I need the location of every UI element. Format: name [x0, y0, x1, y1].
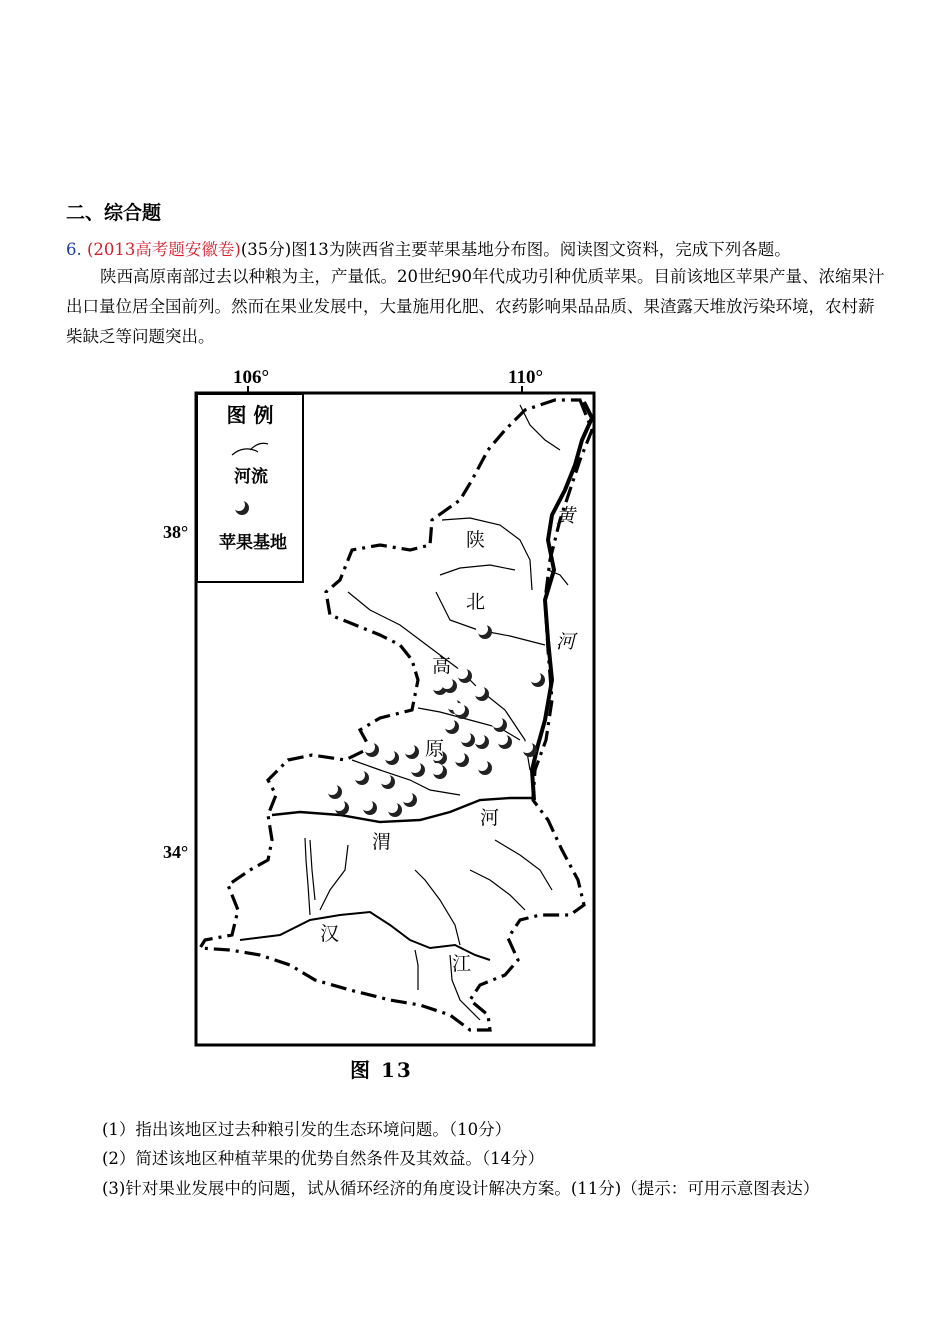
apple-base-marker: [361, 799, 377, 815]
apple-base-marker: [459, 731, 475, 747]
apple-base-marker: [529, 671, 545, 687]
apple-base-marker: [491, 716, 507, 732]
question-number: 6.: [66, 240, 82, 259]
apple-base-marker: [476, 623, 492, 639]
section-title: 二、综合题: [66, 202, 162, 224]
apple-base-marker: [409, 761, 425, 777]
apple-base-marker: [476, 759, 492, 775]
subquestion-3: (3)针对果业发展中的问题，试从循环经济的角度设计解决方案。(11分)（提示：可用示意图表达）: [102, 1179, 820, 1198]
label-shaan: 陕: [466, 529, 486, 551]
apple-base-marker: [456, 667, 472, 683]
label-huang: 黄: [556, 505, 576, 527]
lat-label-38: 38°: [163, 522, 189, 542]
apple-base-marker: [386, 801, 402, 817]
apple-base-marker: [496, 733, 512, 749]
label-han: 汉: [320, 923, 340, 945]
legend-apple-label: 苹果基地: [219, 533, 287, 553]
apple-base-map: [150, 360, 620, 1060]
apple-base-marker: [363, 741, 379, 757]
label-gao: 高: [432, 655, 452, 677]
label-he2: 河: [556, 631, 576, 653]
label-wei: 渭: [372, 831, 392, 853]
apple-base-marker: [473, 685, 489, 701]
figure-caption: 图 13: [350, 1058, 413, 1082]
lat-label-34: 34°: [163, 842, 189, 862]
question-score: (35分): [240, 240, 292, 259]
apple-base-marker: [443, 718, 459, 734]
apple-base-marker: [353, 769, 369, 785]
subquestion-1: (1）指出该地区过去种粮引发的生态环境问题。（10分）: [102, 1120, 512, 1139]
yellow-river: [532, 402, 592, 800]
question-paragraph: 陕西高原南部过去以种粮为主，产量低。20世纪90年代成功引种优质苹果。目前该地区苹果产量、浓缩果汁出口量位居全国前列。然而在果业发展中，大量施用化肥、农药影响果品品质、果渣露天堆放污染环境，农村薪柴缺乏等问题突出。: [66, 267, 885, 346]
subquestion-2: (2）简述该地区种植苹果的优势自然条件及其效益。（14分）: [102, 1149, 545, 1168]
apple-base-marker: [383, 749, 399, 765]
label-he: 河: [480, 807, 500, 829]
apple-base-marker: [403, 743, 419, 759]
apple-base-marker: [431, 763, 447, 779]
apple-base-marker: [326, 783, 342, 799]
apple-base-marker: [521, 741, 537, 757]
tributaries: [305, 405, 568, 1020]
legend-title: 图 例: [226, 403, 274, 427]
apple-base-marker: [333, 799, 349, 815]
lon-label-106: 106°: [233, 367, 270, 388]
lon-label-110: 110°: [508, 367, 544, 388]
apple-base-marker: [453, 751, 469, 767]
question-prompt: 图13为陕西省主要苹果基地分布图。阅读图文资料，完成下列各题。: [291, 240, 791, 259]
question-header: [66, 236, 791, 260]
apple-base-marker: [473, 733, 489, 749]
label-yuan: 原: [425, 738, 445, 760]
apple-base-marker: [379, 773, 395, 789]
question-source: (2013高考题安徽卷): [87, 240, 241, 259]
legend-river-label: 河流: [234, 467, 268, 487]
label-bei: 北: [466, 591, 486, 613]
label-jiang: 江: [452, 953, 472, 975]
apple-base-marker: [401, 791, 417, 807]
